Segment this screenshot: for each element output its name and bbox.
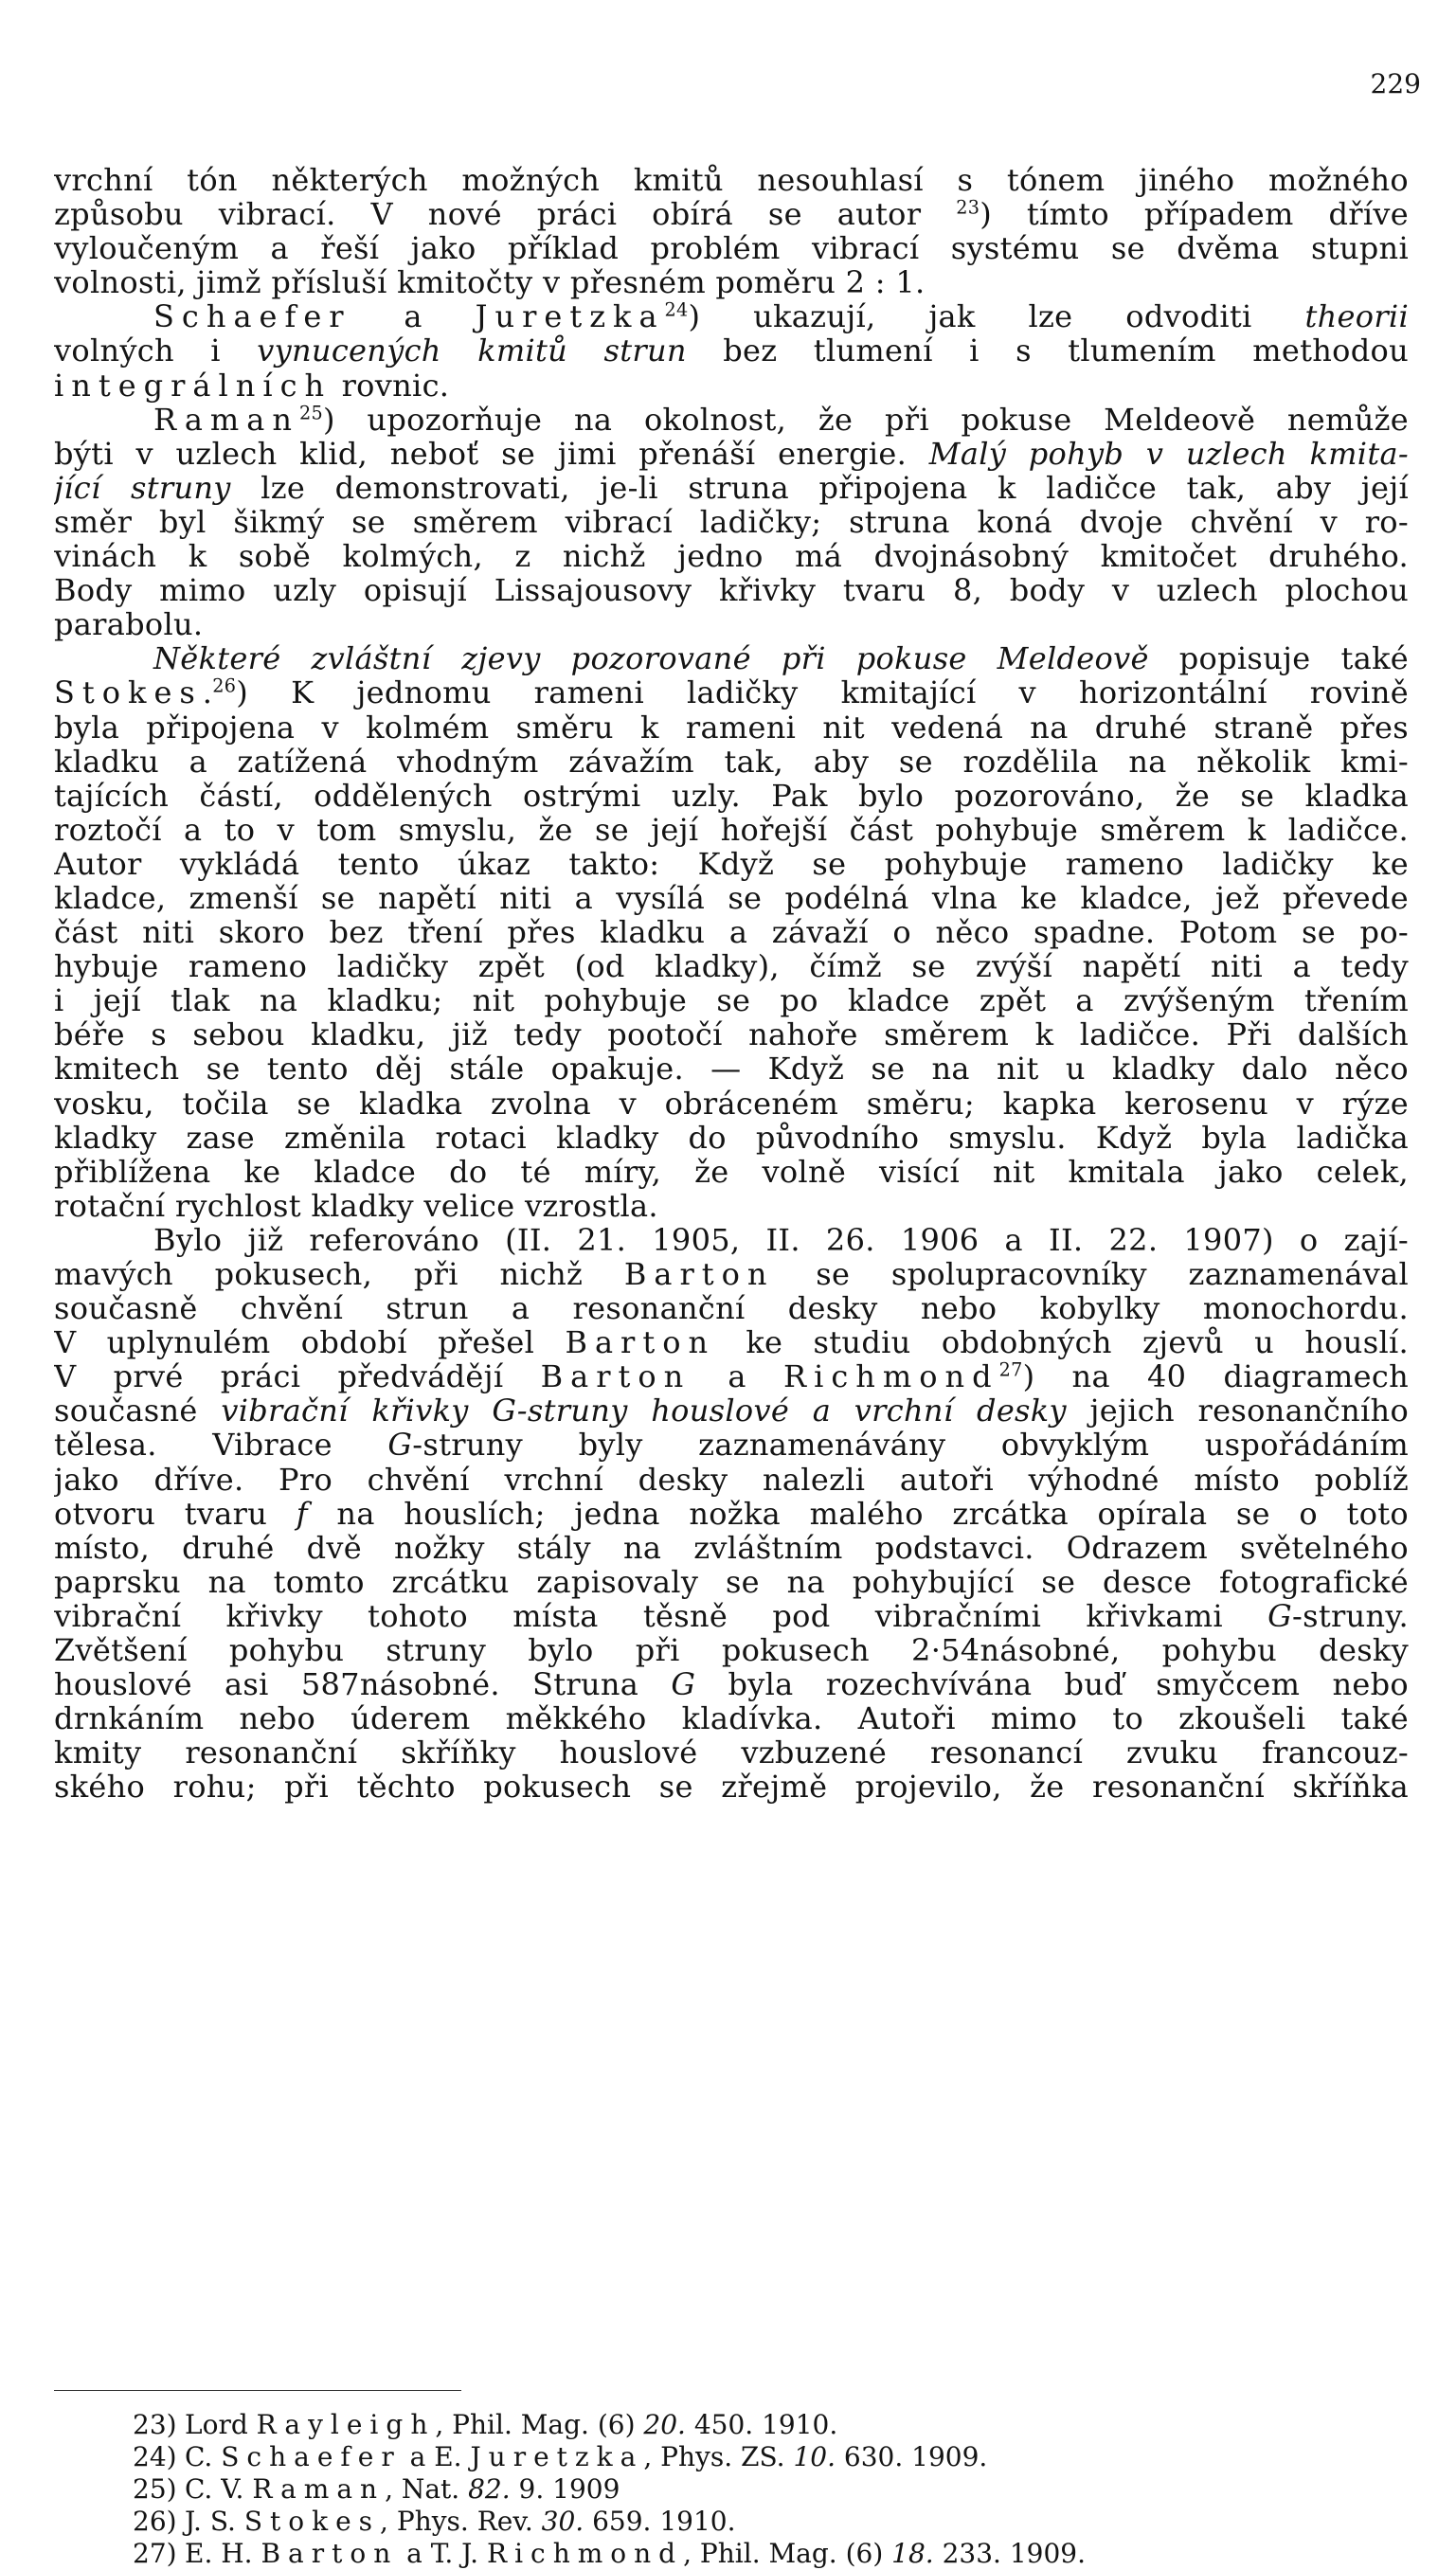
text-run: se spolupracovníky zaznamenával (774, 1257, 1409, 1292)
text-run: Barton (261, 2538, 399, 2569)
text-line (54, 1291, 1409, 1325)
text-run: 30. (541, 2506, 584, 2537)
text-run: Schaefer (221, 2441, 402, 2472)
text-run: , Phil. Mag. (6) (683, 2538, 892, 2569)
text-run: současné (54, 1393, 222, 1429)
text-run: býti v uzlech klid, neboť se jimi přenáší energie. (54, 436, 929, 471)
text-line (54, 1735, 1409, 1770)
footnote-ref: 23 (956, 197, 980, 219)
footnotes (133, 2409, 1409, 2570)
text-run: a E. (401, 2441, 471, 2472)
footnote-rule (54, 2390, 461, 2391)
text-line (54, 163, 1409, 197)
text-run: G (1267, 1598, 1292, 1634)
text-run: tělesa. Vibrace (54, 1428, 388, 1463)
text-run: E. H. (185, 2538, 261, 2569)
text-line (54, 1599, 1409, 1633)
text-run: ) na 40 diagramech (1022, 1359, 1409, 1394)
text-line (54, 1393, 1409, 1428)
text-run: místo, druhé dvě nožky stály na zvláštním podstavci. Odrazem světelného (54, 1530, 1409, 1565)
text-run: parabolu. (54, 607, 204, 642)
text-run: -struny. (1291, 1598, 1409, 1634)
text-run: kmitech se tento děj stále opakuje. — Když se na nit u kladky dalo něco (54, 1051, 1409, 1087)
text-run: vyloučeným a řeší jako příklad problém vibrací systému se dvěma stupni (54, 231, 1409, 266)
text-run: theorii (1304, 299, 1409, 334)
text-run: a (351, 299, 476, 334)
text-run: ke studiu obdobných zjevů u houslí. (715, 1325, 1409, 1360)
text-run: na houslích; jedna nožka malého zrcátka opírala se o toto (307, 1496, 1409, 1531)
text-line (54, 949, 1409, 983)
footnote-number: 27) (133, 2538, 177, 2569)
footnote (133, 2506, 1409, 2538)
text-run: část niti skoro bez tření přes kladku a závaží o něco spadne. Potom se po- (54, 915, 1409, 950)
text-run: volnosti, jimž přísluší kmitočty v přesném poměru 2 : 1. (54, 265, 926, 300)
text-run: Schaefer (153, 299, 351, 334)
text-line (54, 779, 1409, 813)
text-line (54, 299, 1409, 333)
text-run: rotační rychlost kladky velice vzrostla. (54, 1188, 658, 1223)
text-line (54, 1770, 1409, 1804)
text-run: Barton (565, 1325, 716, 1360)
text-run: 233. 1909. (933, 2538, 1086, 2569)
text-line (54, 881, 1409, 915)
footnote (133, 2441, 1409, 2473)
text-run: jako dříve. Pro chvění vrchní desky nalezli autoři výhodné místo poblíž (54, 1462, 1409, 1497)
text-run: Juretzka (475, 299, 665, 334)
text-run: kladky zase změnila rotaci kladky do původního smyslu. Když byla ladička (54, 1120, 1409, 1155)
text-run: 630. 1909. (835, 2441, 988, 2472)
text-line (54, 1017, 1409, 1051)
text-line (54, 471, 1409, 505)
text-run: G (671, 1667, 696, 1702)
text-run: , Phys. ZS. (643, 2441, 794, 2472)
text-line (54, 1633, 1409, 1667)
text-run: béře s sebou kladku, již tedy pootočí nahoře směrem k ladičce. Při dalších (54, 1017, 1409, 1052)
text-run: ) upozorňuje na okolnost, že při pokuse Meldeově nemůže (322, 402, 1409, 437)
text-run: Rayleigh (256, 2409, 436, 2440)
text-run: paprsku na tomto zrcátku zapisovaly se na pohybující se desce fotografické (54, 1564, 1409, 1599)
text-run: rovnic. (332, 368, 450, 403)
text-run: ) ukazují, jak lze odvoditi (688, 299, 1305, 334)
text-run: otvoru tvaru (54, 1496, 297, 1531)
text-run: Zvětšení pohybu struny bylo při pokusech 2·54násobné, pohybu desky (54, 1633, 1409, 1668)
text-run: houslové asi 587násobné. Struna (54, 1667, 672, 1702)
text-line (54, 333, 1409, 368)
text-line (54, 1359, 1409, 1393)
text-run: Barton (540, 1359, 692, 1394)
text-line (54, 1497, 1409, 1531)
text-run: vinách k sobě kolmých, z nichž jedno má dvojnásobný kmitočet druhého. (54, 539, 1409, 574)
text-run: ) tímto případem dříve (980, 197, 1409, 232)
text-run: Bylo již referováno (II. 21. 1905, II. 26. 1906 a II. 22. 1907) o zají- (153, 1222, 1409, 1257)
text-run: 450. 1910. (685, 2409, 838, 2440)
footnote (133, 2409, 1409, 2441)
text-run: G (387, 1428, 413, 1463)
text-run: C. (185, 2441, 222, 2472)
text-run: , Phys. Rev. (380, 2506, 542, 2537)
text-run: jící struny (54, 470, 231, 505)
text-run: Raman (153, 402, 299, 437)
text-line (54, 1325, 1409, 1359)
footnote (133, 2538, 1409, 2570)
text-run: způsobu vibrací. V nové práci obírá se autor (54, 197, 957, 232)
text-run: Juretzka (470, 2441, 644, 2472)
text-run: popisuje také (1148, 641, 1409, 676)
text-run: Malý pohyb v uzlech kmita- (928, 436, 1409, 471)
text-line (54, 915, 1409, 949)
text-line (54, 1223, 1409, 1257)
text-line (54, 1155, 1409, 1189)
text-run: ) K jednomu rameni ladičky kmitající v horizontální rovině (236, 675, 1409, 710)
text-run: f (296, 1496, 308, 1531)
text-run: vibrační křivky tohoto místa těsně pod vibračními křivkami (54, 1598, 1268, 1634)
text-run: 18. (891, 2538, 934, 2569)
text-run: přiblížena ke kladce do té míry, že volně visící nit kmitala jako celek, (54, 1154, 1409, 1189)
text-line (54, 745, 1409, 779)
text-run: vynucených kmitů strun (257, 333, 687, 368)
text-run: hybuje rameno ladičky zpět (od kladky), čímž se zvýší napětí niti a tedy (54, 949, 1409, 984)
text-run: 659. 1910. (584, 2506, 736, 2537)
text-line (54, 437, 1409, 471)
text-run: , Phil. Mag. (6) (435, 2409, 644, 2440)
text-run: roztočí a to v tom smyslu, že se její hořejší část pohybuje směrem k ladičce. (54, 812, 1409, 847)
text-run: byla rozechvívána buď smyčcem nebo (695, 1667, 1409, 1702)
text-line (54, 368, 1409, 403)
body-text (54, 163, 1409, 1805)
text-line (54, 539, 1409, 573)
text-run: 9. 1909 (510, 2473, 620, 2505)
text-line (54, 1087, 1409, 1121)
text-run: V prvé práci předvádějí (54, 1359, 541, 1394)
text-run: lze demonstrovati, je-li struna připojena k ladičce tak, aby její (230, 470, 1409, 505)
text-run: 20. (643, 2409, 686, 2440)
text-run: Stokes (243, 2506, 381, 2537)
text-line (54, 505, 1409, 539)
text-run: 10. (793, 2441, 836, 2472)
text-run: vibrační křivky G-struny houslové a vrchní desky (221, 1393, 1067, 1429)
text-run: integrálních (54, 368, 333, 403)
footnote-ref: 27 (998, 1359, 1023, 1381)
footnote-ref: 25 (298, 402, 323, 423)
text-run: Některé zvláštní zjevy pozorované při pokuse Meldeově (153, 641, 1149, 676)
text-line (54, 1531, 1409, 1565)
text-run: kladce, zmenší se napětí niti a vysílá se podélná vlna ke kladce, jež převede (54, 880, 1409, 916)
footnote-number: 26) (133, 2506, 177, 2537)
text-run: a (691, 1359, 783, 1394)
text-line (54, 1257, 1409, 1291)
text-line (54, 1565, 1409, 1599)
text-run: bez tlumení i s tlumením methodou (686, 333, 1409, 368)
text-run: vosku, točila se kladka zvolna v obráceném směru; kapka kerosenu v rýze (54, 1086, 1409, 1121)
text-run: . (202, 675, 213, 710)
text-run: jejich resonančního (1066, 1393, 1409, 1429)
text-run: vrchní tón některých možných kmitů nesouhlasí s tónem jiného možného (54, 163, 1409, 198)
text-run: Richmond (783, 1359, 999, 1394)
text-run: byla připojena v kolmém směru k rameni nit vedená na druhé straně přes (54, 710, 1409, 745)
text-run: Raman (252, 2473, 386, 2505)
text-run: Barton (623, 1257, 775, 1292)
text-run: kladku a zatížená vhodným závažím tak, aby se rozdělila na několik kmi- (54, 744, 1409, 779)
text-run: V uplynulém období přešel (54, 1325, 566, 1360)
footnote-number: 24) (133, 2441, 177, 2472)
footnote-ref: 26 (212, 675, 237, 697)
text-line (54, 1051, 1409, 1086)
text-line (54, 1667, 1409, 1701)
text-line (54, 265, 1409, 299)
text-line (54, 1463, 1409, 1497)
text-run: volných i (54, 333, 258, 368)
text-run: i její tlak na kladku; nit pohybuje se po kladce zpět a zvýšeným třením (54, 983, 1409, 1018)
text-line (54, 197, 1409, 231)
footnote (133, 2473, 1409, 2506)
text-run: mavých pokusech, při nichž (54, 1257, 624, 1292)
text-run: Richmond (486, 2538, 684, 2569)
text-line (54, 403, 1409, 437)
footnote-ref: 24 (664, 299, 689, 321)
text-line (54, 710, 1409, 745)
text-run: směr byl šikmý se směrem vibrací ladičky; struna koná dvoje chvění v ro- (54, 504, 1409, 540)
page-number: 229 (1370, 68, 1421, 99)
text-run: Stokes (54, 675, 203, 710)
text-line (54, 1428, 1409, 1462)
text-run: ského rohu; při těchto pokusech se zřejmě projevilo, že resonanční skříňka (54, 1770, 1409, 1805)
text-line (54, 1701, 1409, 1735)
text-line (54, 1121, 1409, 1155)
text-run: Body mimo uzly opisují Lissajousovy křivky tvaru 8, body v uzlech plochou (54, 573, 1409, 608)
text-run: -struny byly zaznamenávány obvyklým uspořádáním (412, 1428, 1409, 1463)
text-run: C. V. (185, 2473, 253, 2505)
text-run: , Nat. (385, 2473, 469, 2505)
text-line (54, 607, 1409, 641)
text-line (54, 573, 1409, 607)
footnote-number: 25) (133, 2473, 177, 2505)
text-run: Lord (185, 2409, 257, 2440)
text-run: drnkáním nebo úderem měkkého kladívka. Autoři mimo to zkoušeli také (54, 1701, 1409, 1736)
text-run: 82. (468, 2473, 511, 2505)
text-line (54, 641, 1409, 675)
text-line (54, 231, 1409, 265)
text-run: tajících částí, oddělených ostrými uzly. Pak bylo pozorováno, že se kladka (54, 778, 1409, 813)
text-run: J. S. (185, 2506, 244, 2537)
text-line (54, 1189, 1409, 1223)
text-run: kmity resonanční skříňky houslové vzbuzené resonancí zvuku francouz- (54, 1735, 1409, 1770)
text-line (54, 813, 1409, 847)
footnote-number: 23) (133, 2409, 177, 2440)
text-line (54, 983, 1409, 1017)
text-line (54, 847, 1409, 881)
text-run: Autor vykládá tento úkaz takto: Když se pohybuje rameno ladičky ke (54, 846, 1409, 881)
text-line (54, 675, 1409, 710)
text-run: a T. J. (398, 2538, 487, 2569)
text-run: současně chvění strun a resonanční desky nebo kobylky monochordu. (54, 1291, 1409, 1326)
